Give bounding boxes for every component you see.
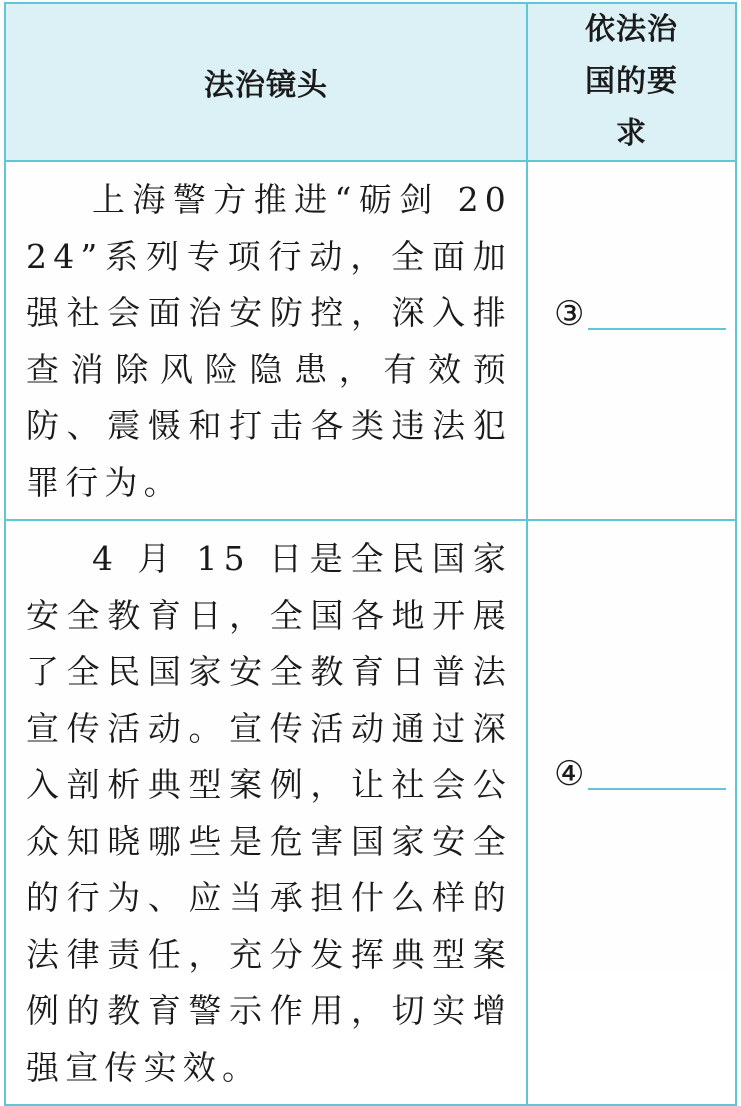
header-label-cases: 法治镜头 — [204, 68, 328, 103]
answer-blank-line[interactable] — [588, 328, 726, 330]
header-cell-requirements — [527, 3, 736, 161]
law-case-table — [4, 2, 737, 1106]
answer-blank-line[interactable] — [588, 788, 726, 790]
answer-number: ④ — [554, 754, 585, 794]
table-header-row — [5, 3, 736, 161]
answer-cell — [527, 161, 736, 520]
answer-field — [554, 754, 726, 794]
case-cell — [5, 161, 527, 520]
answer-number: ③ — [554, 294, 585, 334]
header-label-requirements: 依法治国的要求 — [585, 12, 678, 151]
answer-field — [554, 294, 726, 334]
case-cell — [5, 520, 527, 1105]
header-cell-cases — [5, 3, 527, 161]
case-text: 上海警方推进“砺剑 2024”系列专项行动，全面加强社会面治安防控，深入排查消除风险隐患，有效预防、震慑和打击各类违法犯罪行为。 — [26, 180, 512, 502]
case-text: 4 月 15 日是全民国家安全教育日，全国各地开展了全民国家安全教育日普法宣传活动。宣传活动通过深入剖析典型案例，让社会公众知晓哪些是危害国家安全的行为、应当承担什么样的法律责任，充分发挥典型案例的教育警示作用，切实增强宣传实效。 — [26, 539, 512, 1087]
answer-cell — [527, 520, 736, 1105]
table-row — [5, 520, 736, 1105]
table-row — [5, 161, 736, 520]
